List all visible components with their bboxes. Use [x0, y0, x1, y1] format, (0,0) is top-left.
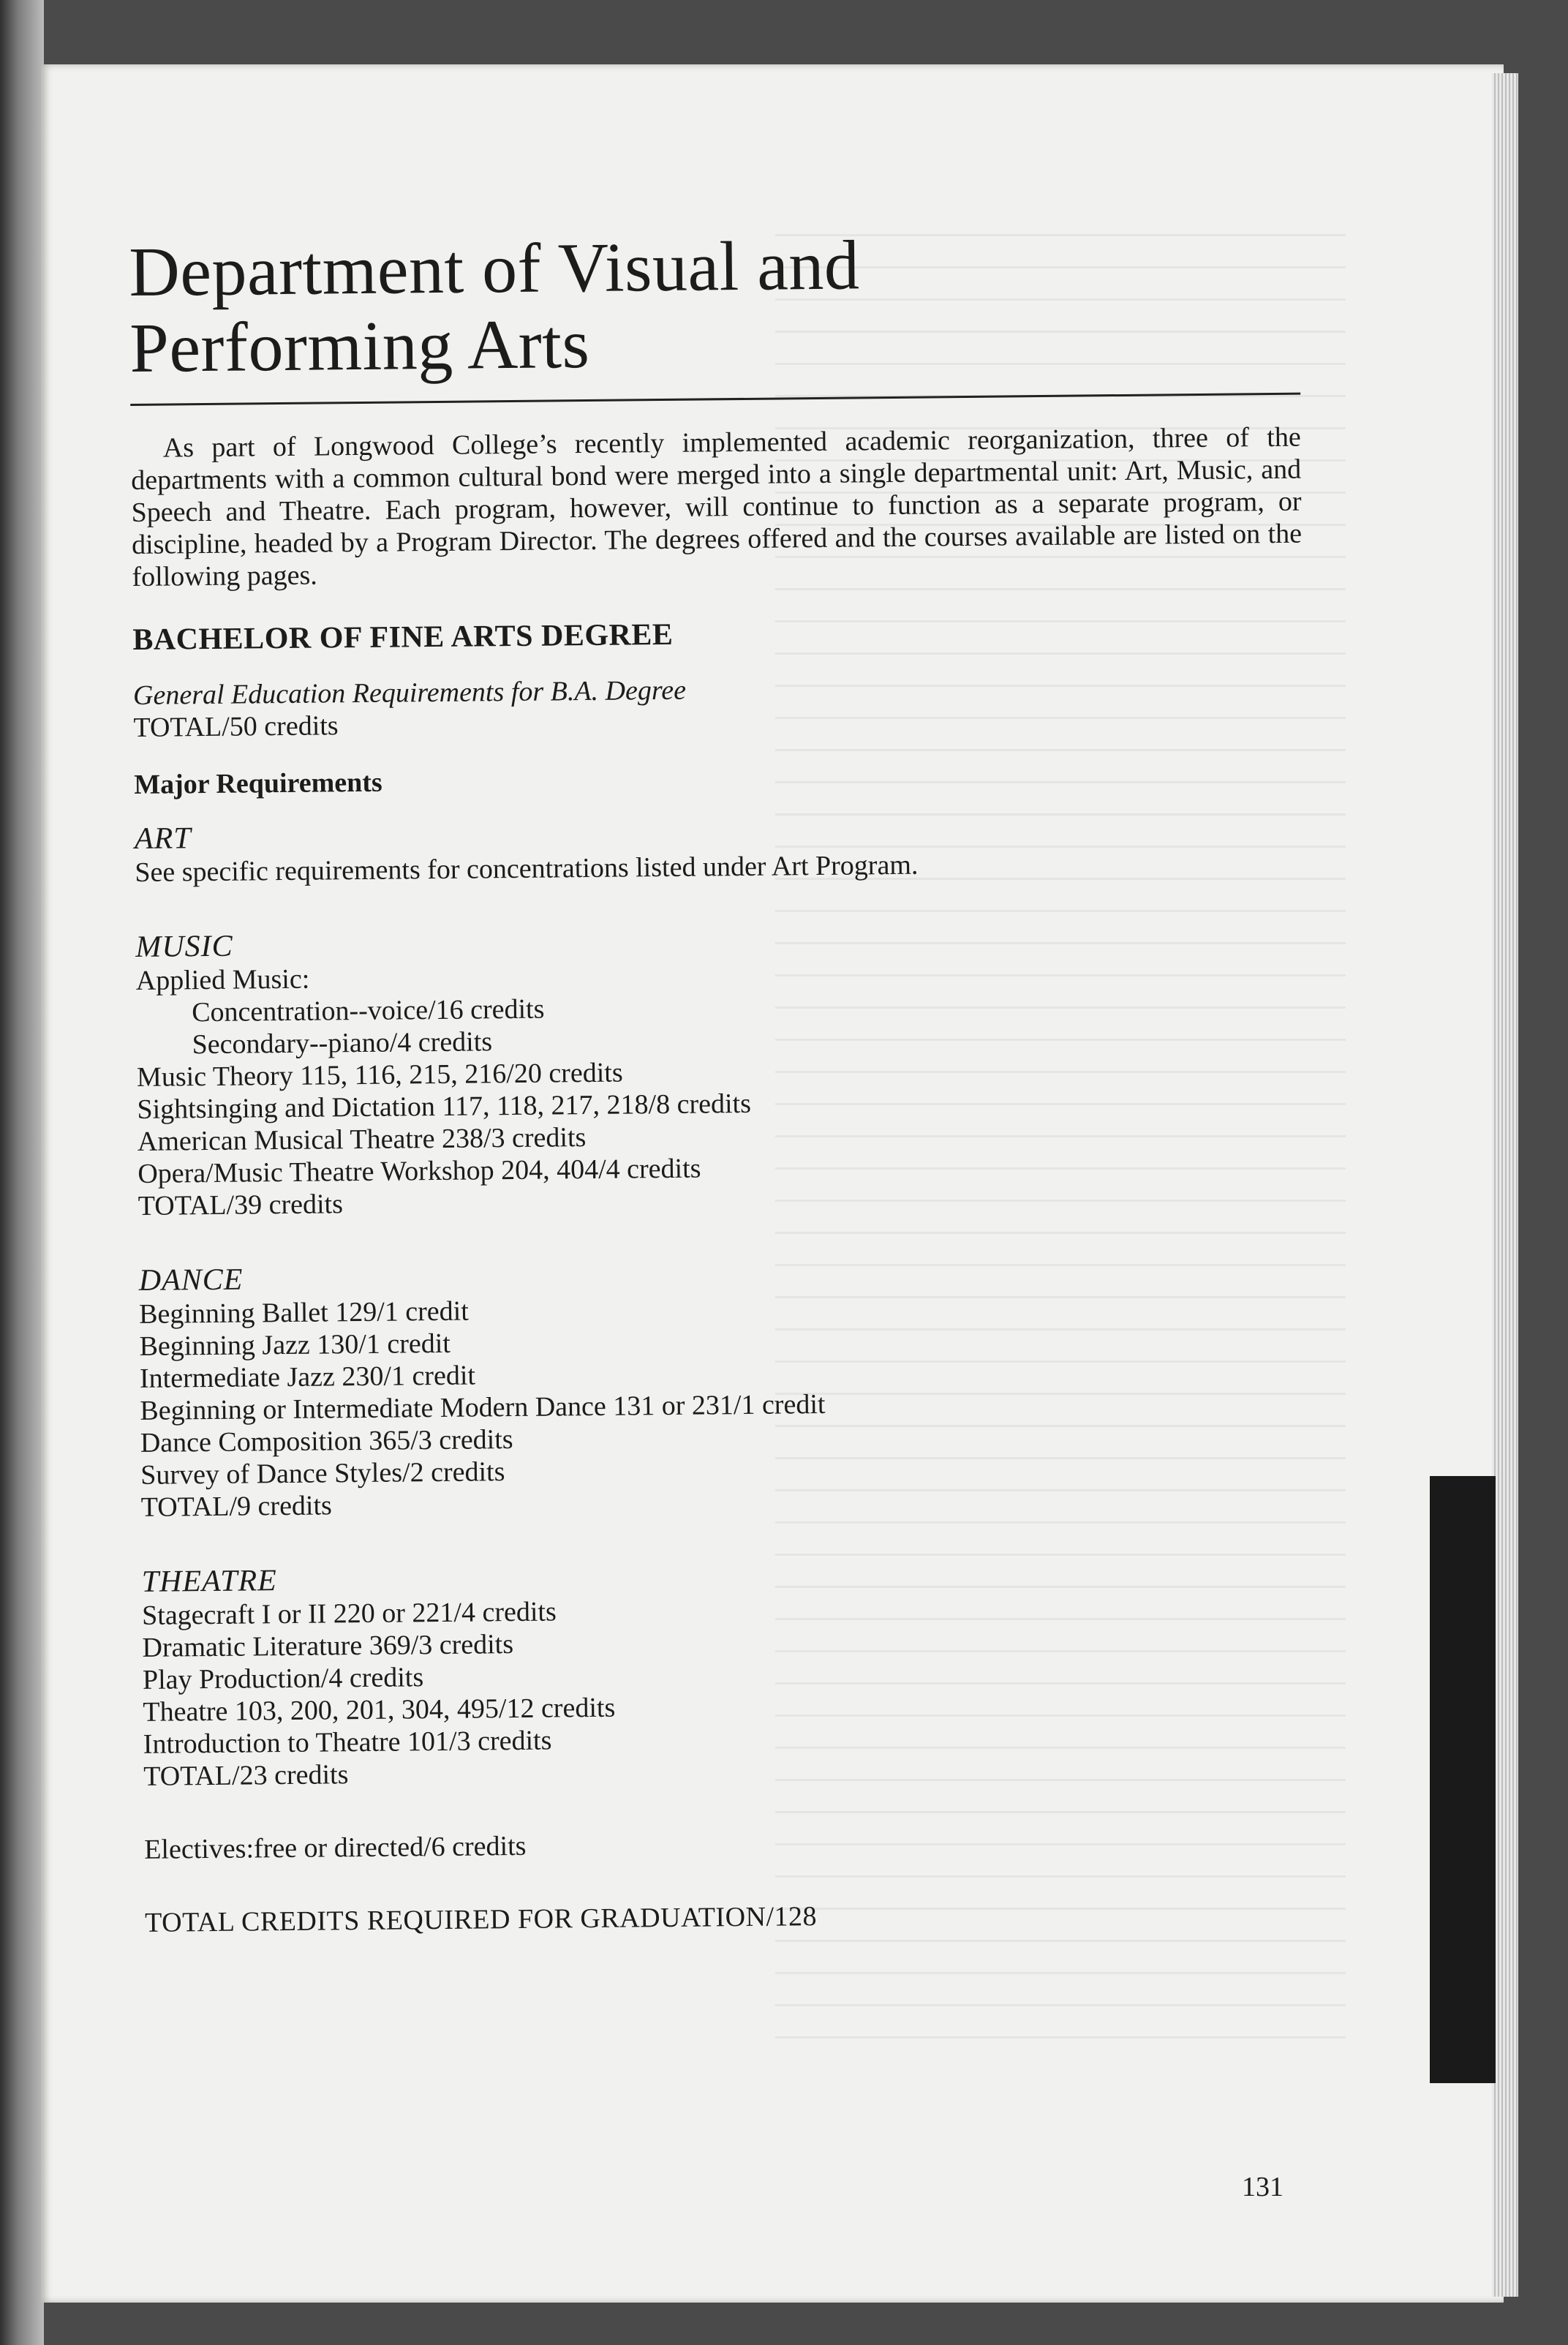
dance-line: Beginning or Intermediate Modern Dance 131 or 231/1 credit: [140, 1388, 826, 1426]
dance-section-title: DANCE: [138, 1262, 244, 1298]
music-line: Music Theory 115, 116, 215, 216/20 credits: [136, 1057, 623, 1093]
music-concentration: Concentration--voice/16 credits: [192, 993, 545, 1028]
dance-line: Beginning Ballet 129/1 credit: [138, 1295, 469, 1330]
art-section-title: ART: [134, 821, 192, 856]
thumb-index-tab: [1430, 1476, 1496, 2083]
music-line: American Musical Theatre 238/3 credits: [137, 1122, 587, 1157]
title-rule: [130, 393, 1300, 406]
page-content: [129, 222, 1330, 1938]
theatre-line: Introduction to Theatre 101/3 credits: [143, 1725, 552, 1760]
music-total: TOTAL/39 credits: [137, 1189, 344, 1222]
theatre-total: TOTAL/23 credits: [143, 1759, 349, 1792]
degree-heading: BACHELOR OF FINE ARTS DEGREE: [132, 617, 674, 657]
dance-total: TOTAL/9 credits: [140, 1490, 333, 1523]
theatre-line: Dramatic Literature 369/3 credits: [142, 1629, 514, 1663]
theatre-line: Play Production/4 credits: [142, 1662, 424, 1695]
intro-paragraph: As part of Longwood College’s recently implemented academic reorganization, three of the departments with a common cultural bond were merged into a single departmental unit: Art, Music, and Speech and Theatre. Each program, however, will continue to function as a separate program, or discipline, headed by a Program Director. The degrees offered and the courses available are listed on the following pages.: [131, 421, 1303, 592]
theatre-section-title: THEATRE: [141, 1564, 278, 1599]
dance-line: Intermediate Jazz 230/1 credit: [139, 1360, 476, 1394]
page-number: 131: [1242, 2172, 1284, 2202]
theatre-line: Stagecraft I or II 220 or 221/4 credits: [141, 1596, 557, 1631]
dance-line: Dance Composition 365/3 credits: [140, 1424, 513, 1458]
theatre-line: Theatre 103, 200, 201, 304, 495/12 credits: [143, 1692, 616, 1728]
page-fore-edge: [1492, 73, 1518, 2297]
music-secondary: Secondary--piano/4 credits: [192, 1026, 493, 1061]
page-title-line-2: Performing Arts: [129, 304, 590, 387]
page-title: [129, 222, 1315, 386]
electives-line: Electives:free or directed/6 credits: [144, 1830, 527, 1865]
page-title-line-1: Department of Visual and: [128, 225, 860, 311]
major-requirements-heading: Major Requirements: [134, 767, 382, 800]
left-page-edge: [0, 0, 44, 2345]
dance-line: Survey of Dance Styles/2 credits: [140, 1456, 505, 1491]
music-applied: Applied Music:: [135, 963, 310, 996]
music-section-title: MUSIC: [135, 929, 233, 964]
gen-ed-total: TOTAL/50 credits: [133, 710, 339, 743]
total-credits-required: TOTAL CREDITS REQUIRED FOR GRADUATION/128: [144, 1901, 818, 1938]
gen-ed-title: General Education Requirements for B.A. Degree: [132, 674, 687, 711]
art-text: See specific requirements for concentrations listed under Art Program.: [135, 849, 919, 888]
music-line: Sightsinging and Dictation 117, 118, 217, 218/8 credits: [137, 1088, 752, 1125]
dance-line: Beginning Jazz 130/1 credit: [139, 1328, 451, 1362]
music-line: Opera/Music Theatre Workshop 204, 404/4 credits: [137, 1153, 701, 1189]
